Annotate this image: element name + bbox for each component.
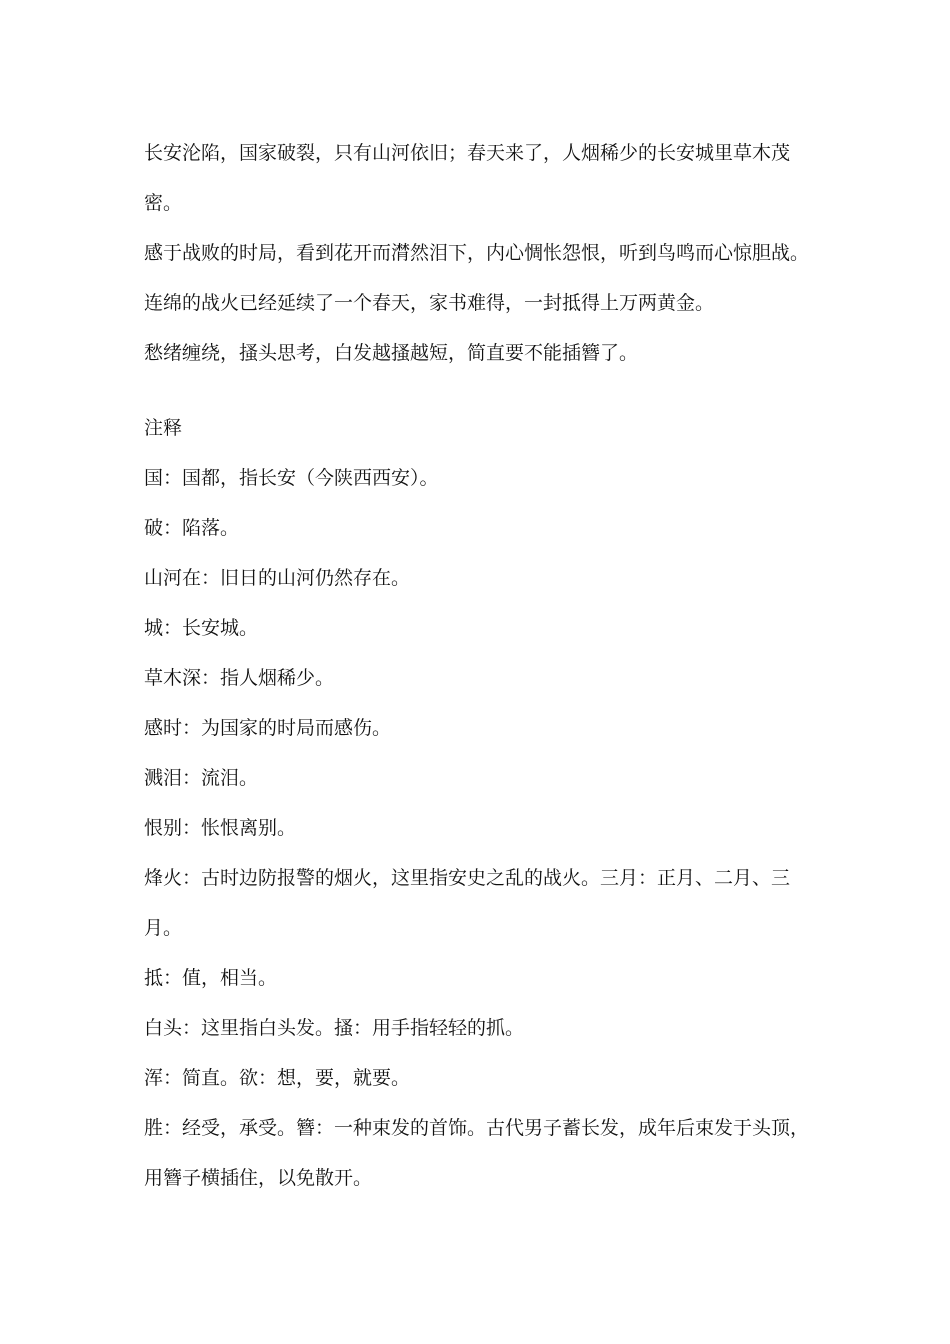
notes-section (144, 403, 824, 1203)
note-line: 抵：值，相当。 (144, 967, 278, 989)
note-line: 烽火：古时边防报警的烟火，这里指安史之乱的战火。三月：正月、二月、三 (144, 867, 791, 889)
translation-line: 愁绪缠绕，搔头思考，白发越搔越短，简直要不能插簪了。 (144, 342, 639, 364)
note-line: 城：长安城。 (144, 617, 259, 639)
section-spacer (144, 378, 824, 403)
document-page (144, 128, 824, 1203)
notes-heading: 注释 (144, 417, 183, 439)
translation-line: 密。 (144, 192, 183, 214)
note-line: 草木深：指人烟稀少。 (144, 667, 335, 689)
translation-line: 长安沦陷，国家破裂，只有山河依旧；春天来了，人烟稀少的长安城里草木茂 (144, 142, 791, 164)
note-line: 浑：简直。欲：想，要，就要。 (144, 1067, 411, 1089)
translation-section (144, 128, 824, 378)
note-line: 胜：经受，承受。簪：一种束发的首饰。古代男子蓄长发，成年后束发于头顶， (144, 1117, 810, 1139)
translation-line: 连绵的战火已经延续了一个春天，家书难得，一封抵得上万两黄金。 (144, 292, 715, 314)
note-line: 恨别：怅恨离别。 (144, 817, 297, 839)
note-line: 感时：为国家的时局而感伤。 (144, 717, 392, 739)
note-line: 国：国都，指长安（今陕西西安）。 (144, 467, 439, 489)
note-line: 白头：这里指白头发。搔：用手指轻轻的抓。 (144, 1017, 525, 1039)
note-line: 溅泪：流泪。 (144, 767, 259, 789)
note-line: 月。 (144, 917, 183, 939)
translation-line: 感于战败的时局，看到花开而潸然泪下，内心惆怅怨恨，听到鸟鸣而心惊胆战。 (144, 242, 810, 264)
note-line: 破：陷落。 (144, 517, 240, 539)
note-line: 用簪子横插住，以免散开。 (144, 1167, 373, 1189)
note-line: 山河在：旧日的山河仍然存在。 (144, 567, 411, 589)
